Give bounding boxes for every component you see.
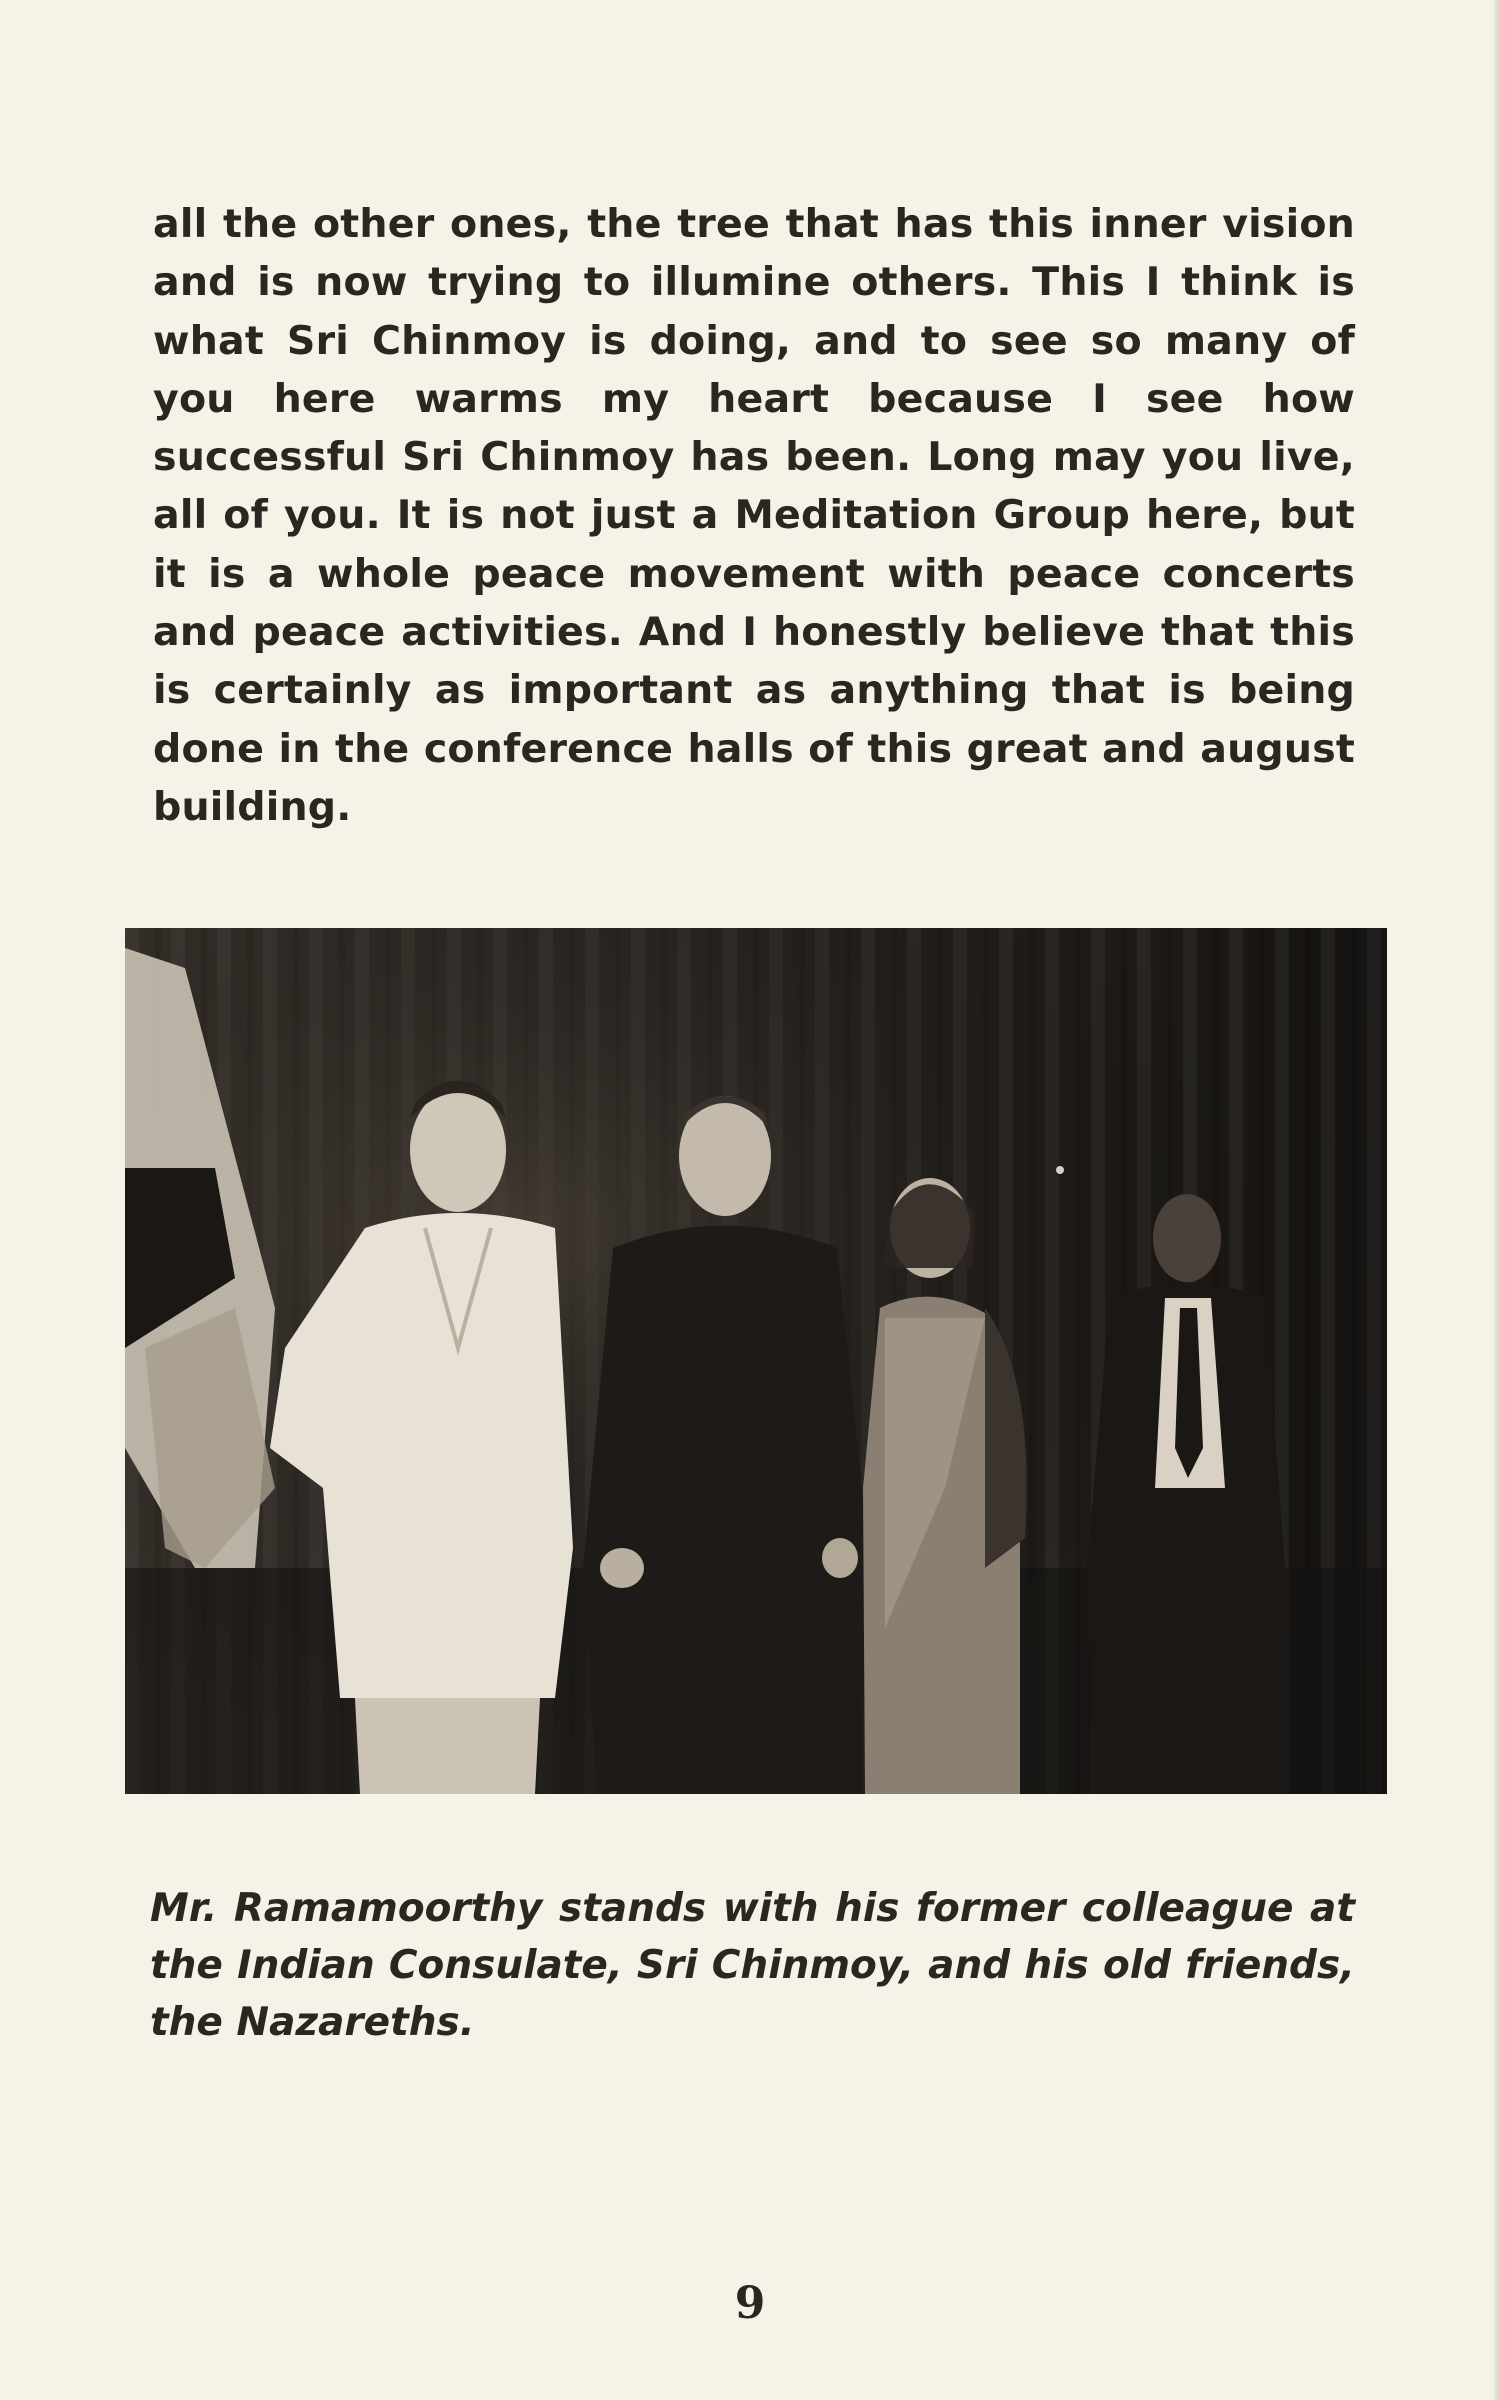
page-number: 9	[734, 2278, 766, 2329]
photo-caption: Mr. Ramamoorthy stands with his former colleague at the Indian Consulate, Sri Chinmoy, and his old friends, the Nazareths.	[150, 1886, 1355, 2045]
group-photo-image	[125, 928, 1387, 1794]
group-photo	[125, 928, 1387, 1794]
page-edge	[1494, 0, 1500, 2400]
body-paragraph: all the other ones, the tree that has this inner vision and is now trying to illumine others. This I think is what Sri Chinmoy is doing, and to see so many of you here warms my heart because I see how successful Sri Chinmoy has been. Long may you live, all of you. It is not just a Meditation Group here, but it is a whole peace movement with peace concerts and peace activities. And I honestly believe that this is certainly as important as anything that is being done in the conference halls of this great and august building.	[153, 201, 1355, 830]
